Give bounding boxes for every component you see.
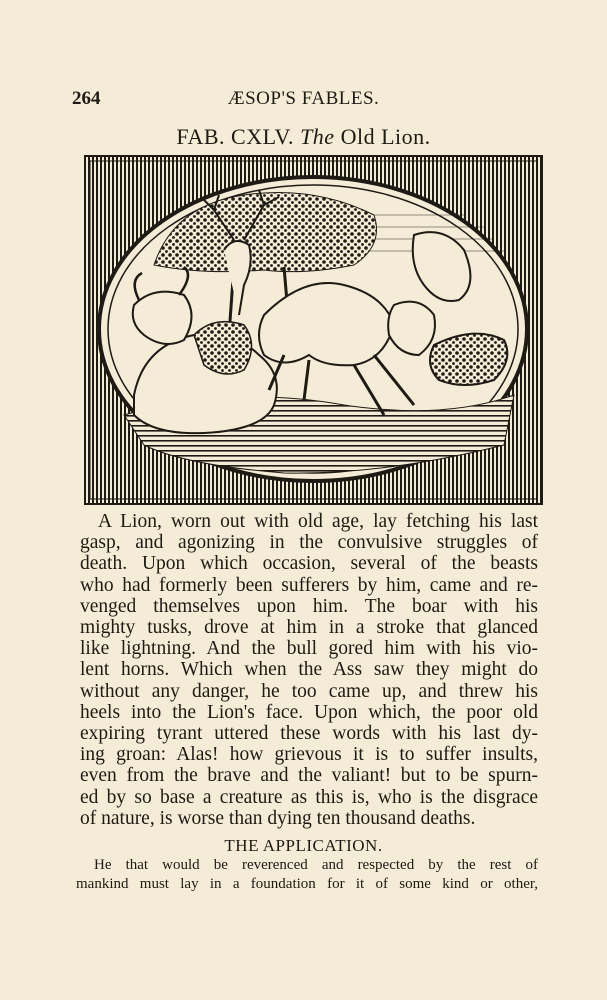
body-line: death. Upon which occasion, several of the beasts xyxy=(80,553,538,575)
body-line: mighty tusks, drove at him in a stroke that glanced xyxy=(80,617,538,639)
running-head xyxy=(72,88,535,112)
application-line: mankind must lay in a foundation for it of some kind or other, xyxy=(76,876,538,892)
body-line: ed by so base a creature as this is, who is the disgrace xyxy=(80,786,538,808)
body-line: gasp, and agonizing in the convulsive struggles of xyxy=(80,532,538,554)
body-line: like lightning. And the bull gored him with his vio- xyxy=(80,638,538,660)
body-line: expiring tyrant uttered these words with his last dy- xyxy=(80,723,538,745)
book-title: ÆSOP'S FABLES. xyxy=(227,88,380,109)
body-line: without any danger, he too came up, and threw his xyxy=(80,680,538,702)
body-line: heels into the Lion's face. Upon which, the poor old xyxy=(80,701,538,723)
body-line: of nature, is worse than dying ten thousand deaths. xyxy=(80,807,476,829)
application-heading: THE APPLICATION. xyxy=(224,836,383,855)
body-line: lent horns. Which when the Ass saw they might do xyxy=(80,659,538,681)
woodcut-svg xyxy=(84,155,543,505)
fable-title xyxy=(0,124,607,150)
fable-title-rest: Old Lion. xyxy=(340,124,431,149)
application-line: He that would be reverenced and respected by the rest of xyxy=(94,857,538,873)
body-line: ing groan: Alas! how grievous it is to suffer insults, xyxy=(80,744,538,766)
fable-number: FAB. CXLV. xyxy=(176,124,295,149)
body-line: venged themselves upon him. The boar with his xyxy=(80,595,538,617)
fable-body xyxy=(80,511,538,829)
body-line: A Lion, worn out with old age, lay fetching his last xyxy=(98,511,538,532)
application-body xyxy=(76,856,538,894)
body-line: who had formerly been sufferers by him, came and re- xyxy=(80,574,538,596)
woodcut-illustration xyxy=(84,155,543,505)
fable-title-article: The xyxy=(300,124,335,149)
boar-figure xyxy=(430,334,507,385)
body-line: even from the brave and the valiant! but to be spurn- xyxy=(80,765,538,787)
page-number: 264 xyxy=(72,88,101,109)
